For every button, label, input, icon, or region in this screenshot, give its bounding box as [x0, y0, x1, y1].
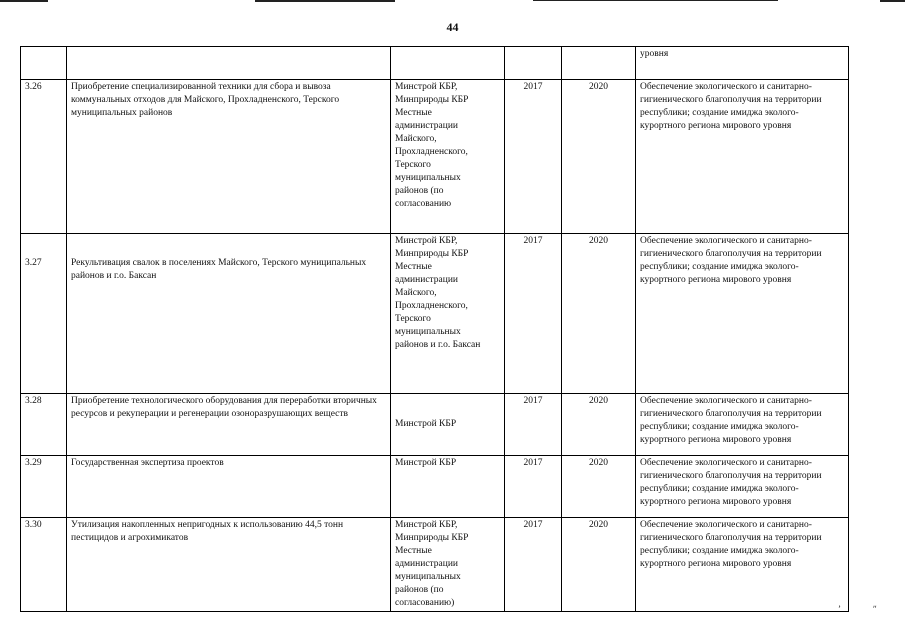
page-number: 44 [446, 20, 459, 34]
executor-line: Майского, [395, 134, 437, 144]
scan-speck: ʺ [873, 604, 877, 614]
row-number: 3.30 [21, 518, 67, 612]
expected-result: Обеспечение экологического и санитарно-гигиенического благополучия на территории республики; создание имиджа эколого-курортного региона мирового уровня [636, 456, 849, 518]
executor-line: Терского [395, 314, 431, 324]
table-row [21, 47, 849, 80]
executor-line: Местные [395, 108, 432, 118]
table-row [21, 80, 849, 234]
executor-line: согласованию [395, 199, 452, 209]
executor-cell [391, 80, 505, 234]
executor-line: Минстрой КБР [395, 419, 457, 429]
start-year [505, 47, 562, 80]
end-year: 2020 [562, 394, 636, 456]
row-number [21, 47, 67, 80]
executor-line: Минстрой КБР [395, 458, 457, 468]
executor-line: районов (по [395, 186, 444, 196]
measure-name [67, 47, 391, 80]
executor-cell [391, 47, 505, 80]
executor-line: Минприроды КБР [395, 533, 469, 543]
top-scan-line-left [0, 0, 48, 2]
top-scan-line-right [533, 0, 778, 1]
measure-name: Государственная экспертиза проектов [67, 456, 391, 518]
executor-line: Минстрой КБР, [395, 82, 458, 92]
end-year: 2020 [562, 456, 636, 518]
measures-table [20, 46, 849, 612]
executor-line: муниципальных [395, 173, 461, 183]
executor-line: районов и г.о. Баксан [395, 340, 481, 350]
expected-result: Обеспечение экологического и санитарно-гигиенического благополучия на территории республики; создание имиджа эколого-курортного региона мирового уровня [636, 518, 849, 612]
executor-cell [391, 456, 505, 518]
end-year: 2020 [562, 518, 636, 612]
expected-result: Обеспечение экологического и санитарно-гигиенического благополучия на территории республики; создание имиджа эколого-курортного региона мирового уровня [636, 394, 849, 456]
start-year: 2017 [505, 456, 562, 518]
executor-line: Прохладненского, [395, 301, 468, 311]
executor-cell [391, 394, 505, 456]
measure-name: Приобретение технологического оборудования для переработки вторичных ресурсов и рекуперации и регенерации озоноразрушающих веществ [67, 394, 391, 456]
table-row [21, 234, 849, 394]
top-scan-line-far-right [880, 0, 905, 2]
executor-line: Прохладненского, [395, 147, 468, 157]
executor-line: Местные [395, 546, 432, 556]
executor-line: муниципальных [395, 572, 461, 582]
executor-line: администрации [395, 121, 459, 131]
table-row [21, 456, 849, 518]
end-year [562, 47, 636, 80]
top-scan-line-mid [255, 0, 395, 2]
row-number: 3.27 [21, 234, 67, 394]
measure-name: Приобретение специализированной техники для сбора и вывоза коммунальных отходов для Майского, Прохладненского, Терского муниципальных районов [67, 80, 391, 234]
row-number: 3.28 [21, 394, 67, 456]
executor-line: Терского [395, 160, 431, 170]
expected-result: уровня [636, 47, 849, 80]
row-number: 3.26 [21, 80, 67, 234]
end-year: 2020 [562, 234, 636, 394]
table-row [21, 394, 849, 456]
table-row [21, 518, 849, 612]
start-year: 2017 [505, 80, 562, 234]
measure-name: Рекультивация свалок в поселениях Майского, Терского муниципальных районов и г.о. Баксан [67, 234, 391, 394]
scan-speck: ʼ [838, 604, 841, 614]
measure-name: Утилизация накопленных непригодных к использованию 44,5 тонн пестицидов и агрохимикатов [67, 518, 391, 612]
expected-result: Обеспечение экологического и санитарно-гигиенического благополучия на территории республики; создание имиджа эколого-курортного региона мирового уровня [636, 234, 849, 394]
executor-line: Минстрой КБР, [395, 520, 458, 530]
executor-cell [391, 234, 505, 394]
end-year: 2020 [562, 80, 636, 234]
start-year: 2017 [505, 518, 562, 612]
executor-line: Минприроды КБР [395, 249, 469, 259]
expected-result: Обеспечение экологического и санитарно-гигиенического благополучия на территории республики; создание имиджа эколого-курортного региона мирового уровня [636, 80, 849, 234]
executor-line: Минстрой КБР, [395, 236, 458, 246]
executor-line: Майского, [395, 288, 437, 298]
row-number: 3.29 [21, 456, 67, 518]
executor-line: администрации [395, 275, 459, 285]
executor-line: районов (по [395, 585, 444, 595]
executor-cell [391, 518, 505, 612]
executor-line: Минприроды КБР [395, 95, 469, 105]
executor-line: муниципальных [395, 327, 461, 337]
executor-line: согласованию) [395, 598, 455, 608]
executor-line: Местные [395, 262, 432, 272]
start-year: 2017 [505, 234, 562, 394]
executor-line: администрации [395, 559, 459, 569]
start-year: 2017 [505, 394, 562, 456]
